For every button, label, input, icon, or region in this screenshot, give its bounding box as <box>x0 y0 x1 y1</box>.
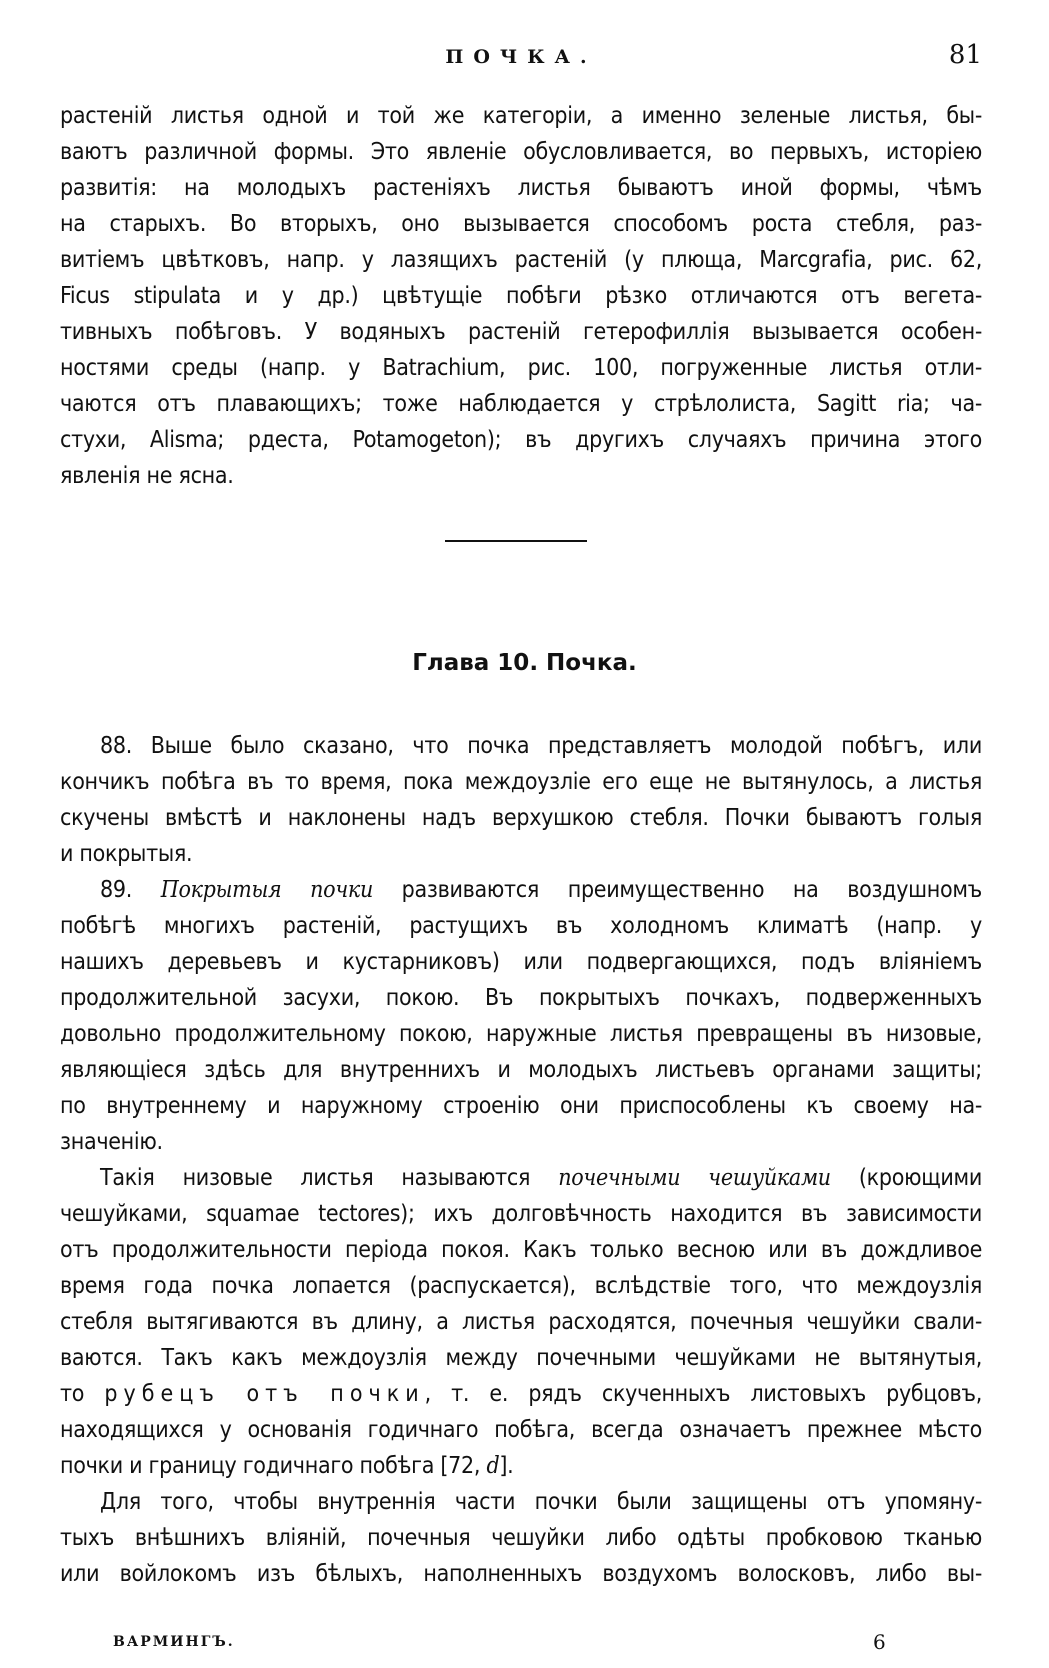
text-line: Для того, чтобы внутреннія части почки были защищены отъ упомяну- <box>100 1489 982 1515</box>
text-line: нашихъ деревьевъ и кустарниковъ) или подвергающихся, подъ вліяніемъ <box>60 949 982 975</box>
text-fragment: развиваются преимущественно на воздушномъ <box>372 877 982 903</box>
italic-term: Покрытыя почки <box>160 877 373 903</box>
text-line: значенію. <box>60 1129 163 1155</box>
text-line: ваютъ различной формы. Это явленіе обусловливается, во первыхъ, исторіею <box>60 139 982 165</box>
text-line: и покрытыя. <box>60 841 193 867</box>
text-line: витіемъ цвѣтковъ, напр. у лазящихъ растеній (у плюща, Marcgrafia, рис. 62, <box>60 247 982 273</box>
top-paragraph <box>60 98 982 494</box>
section-89 <box>60 872 982 1160</box>
text-line: чаются отъ плавающихъ; тоже наблюдается у стрѣлолиста, Sagitt ria; ча- <box>60 391 982 417</box>
text-line <box>60 1448 982 1484</box>
text-line: ностями среды (напр. у Batrachium, рис. 100, погруженные листья отли- <box>60 355 982 381</box>
text-line: растеній листья одной и той же категоріи, а именно зеленые листья, бы- <box>60 103 982 129</box>
section-divider <box>445 540 587 542</box>
text-line: стебля вытягиваются въ длину, а листья расходятся, почечныя чешуйки свали- <box>60 1309 982 1335</box>
text-fragment: (кроющими <box>830 1165 982 1191</box>
spaced-term: рубецъ отъ почки <box>104 1381 425 1407</box>
text-line: время года почка лопается (распускается), вслѣдствіе того, что междоузлія <box>60 1273 982 1299</box>
text-line: на старыхъ. Во вторыхъ, оно вызывается способомъ роста стебля, раз- <box>60 211 982 237</box>
page-number: 81 <box>948 40 982 70</box>
text-line: 88. Выше было сказано, что почка представляетъ молодой побѣгъ, или <box>100 733 982 759</box>
paragraph-scales <box>60 1160 982 1484</box>
text-fragment: , т. е. рядъ скученныхъ листовыхъ рубцовъ, <box>424 1381 982 1407</box>
chapter-heading: Глава 10. Почка. <box>412 650 637 676</box>
text-line <box>60 872 982 908</box>
text-line: кончикъ побѣга въ то время, пока междоузліе его еще не вытянулось, а листья <box>60 769 982 795</box>
text-line: тивныхъ побѣговъ. У водяныхъ растеній гетерофиллія вызывается особен- <box>60 319 982 345</box>
text-line: продолжительной засухи, покою. Въ покрытыхъ почкахъ, подверженныхъ <box>60 985 982 1011</box>
italic-letter: d <box>486 1453 500 1479</box>
text-line <box>60 1160 982 1196</box>
text-line: или войлокомъ изъ бѣлыхъ, наполненныхъ воздухомъ волосковъ, либо вы- <box>60 1561 982 1587</box>
text-line: явленія не ясна. <box>60 463 234 489</box>
text-fragment: почки и границу годичнаго побѣга [72, <box>60 1453 487 1479</box>
text-fragment: Такія низовые листья называются <box>100 1165 559 1191</box>
footer-author: ВАРМИНГЪ. <box>113 1634 235 1650</box>
text-line: находящихся у основанія годичнаго побѣга, всегда означаетъ прежнее мѣсто <box>60 1417 982 1443</box>
italic-term: почечными чешуйками <box>558 1165 831 1191</box>
text-line: побѣгѣ многихъ растеній, растущихъ въ холодномъ климатѣ (напр. у <box>60 913 982 939</box>
text-line: являющіеся здѣсь для внутреннихъ и молодыхъ листьевъ органами защиты; <box>60 1057 982 1083</box>
text-line: стухи, Alisma; рдеста, Potamogeton); въ другихъ случаяхъ причина этого <box>60 427 982 453</box>
text-fragment: ]. <box>499 1453 514 1479</box>
running-head <box>60 40 982 80</box>
page-footer <box>113 1630 913 1660</box>
text-line: Ficus stipulata и у др.) цвѣтущіе побѣги рѣзко отличаются отъ вегета- <box>60 283 982 309</box>
text-line: тыхъ внѣшнихъ вліяній, почечныя чешуйки либо одѣты пробковою тканью <box>60 1525 982 1551</box>
signature-mark: 6 <box>873 1630 886 1654</box>
text-line: по внутреннему и наружному строенію они приспособлены къ своему на- <box>60 1093 982 1119</box>
text-line: развитія: на молодыхъ растеніяхъ листья бываютъ иной формы, чѣмъ <box>60 175 982 201</box>
section-88 <box>60 728 982 872</box>
text-line: довольно продолжительному покою, наружные листья превращены въ низовые, <box>60 1021 982 1047</box>
text-line: отъ продолжительности періода покоя. Какъ только весною или въ дождливое <box>60 1237 982 1263</box>
text-line: чешуйками, squamae tectores); ихъ долговѣчность находится въ зависимости <box>60 1201 982 1227</box>
paragraph-protection <box>60 1484 982 1592</box>
text-fragment: то <box>60 1381 105 1407</box>
running-title: ПОЧКА. <box>445 46 597 68</box>
text-line: скучены вмѣстѣ и наклонены надъ верхушкою стебля. Почки бываютъ голыя <box>60 805 982 831</box>
section-number: 89. <box>100 877 132 903</box>
text-line: ваются. Такъ какъ междоузлія между почечными чешуйками не вытянутыя, <box>60 1345 982 1371</box>
text-line <box>60 1376 982 1412</box>
